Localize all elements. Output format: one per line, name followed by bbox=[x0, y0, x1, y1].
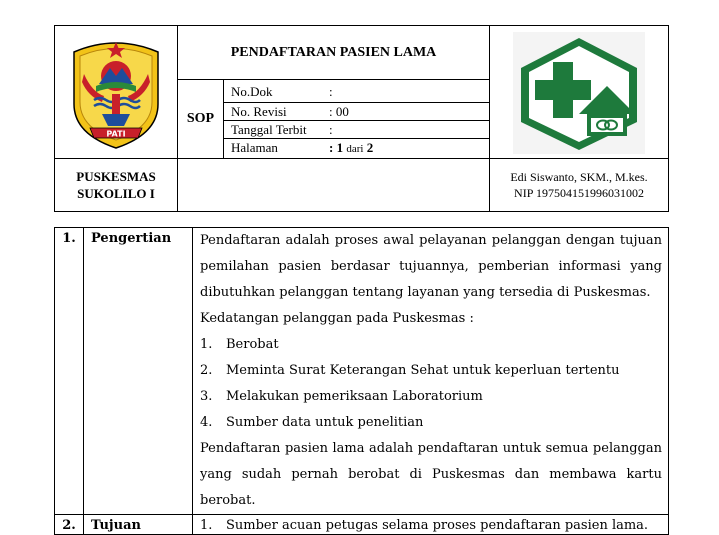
old-patient-paragraph: Pendaftaran pasien lama adalah pendaftaran untuk semua pelanggan yang sudah pernah berobat di Puskesmas dan membawa kartu berobat. bbox=[200, 441, 662, 508]
section-row-pengertian bbox=[55, 228, 669, 515]
meta-value-prefix: : bbox=[329, 140, 337, 155]
list-text: Berobat bbox=[226, 337, 279, 352]
visit-intro: Kedatangan pelanggan pada Puskesmas : bbox=[200, 311, 474, 326]
meta-value: : bbox=[329, 83, 333, 99]
meta-label: No.Dok bbox=[231, 83, 273, 99]
list-number: 4. bbox=[200, 415, 213, 430]
page-number: 1 bbox=[336, 140, 344, 155]
page-of-word: dari bbox=[346, 143, 364, 155]
crest-banner-text: PATI bbox=[106, 129, 126, 139]
sop-content-table bbox=[54, 227, 669, 535]
meta-label: Tanggal Terbit bbox=[231, 122, 307, 137]
section-key: Pengertian bbox=[84, 228, 193, 515]
meta-row-no-revisi bbox=[224, 103, 490, 121]
list-text: Sumber acuan petugas selama proses pendaftaran pasien lama. bbox=[226, 518, 649, 533]
puskesmas-logo-cell bbox=[490, 26, 669, 159]
list-number: 3. bbox=[200, 389, 213, 404]
org-name-line2: SUKOLILO I bbox=[77, 186, 155, 201]
signatory-nip: NIP 197504151996031002 bbox=[514, 186, 644, 200]
meta-row-halaman bbox=[224, 139, 490, 159]
sop-label: SOP bbox=[178, 80, 224, 159]
org-name-line1: PUSKESMAS bbox=[76, 169, 156, 184]
signatory-block bbox=[490, 159, 669, 212]
list-text: Sumber data untuk penelitian bbox=[226, 415, 424, 430]
definition-paragraph: Pendaftaran adalah proses awal pelayanan pelanggan dengan tujuan pemilahan pasien berdasar tujuannya, pemberian informasi yang dibutuhkan pelanggan tentang layanan yang tersedia di Puskesmas. bbox=[200, 233, 662, 300]
meta-label: Halaman bbox=[231, 140, 278, 155]
section-body bbox=[193, 228, 669, 515]
sop-header-table bbox=[54, 25, 669, 212]
meta-value: : bbox=[329, 122, 333, 137]
blank-signature-area bbox=[178, 159, 490, 212]
list-text: Meminta Surat Keterangan Sehat untuk keperluan tertentu bbox=[226, 363, 620, 378]
meta-value: : 00 bbox=[329, 104, 349, 119]
section-row-tujuan bbox=[55, 515, 669, 535]
list-item bbox=[200, 358, 662, 384]
regency-logo-cell bbox=[55, 26, 178, 159]
meta-label: No. Revisi bbox=[231, 104, 287, 119]
list-item bbox=[200, 332, 662, 358]
section-body bbox=[193, 515, 669, 535]
section-key: Tujuan bbox=[84, 515, 193, 535]
list-item bbox=[200, 410, 662, 436]
puskesmas-logo-icon bbox=[513, 32, 645, 154]
section-number: 1. bbox=[55, 228, 84, 515]
list-text: Melakukan pemeriksaan Laboratorium bbox=[226, 389, 483, 404]
meta-row-tanggal-terbit bbox=[224, 121, 490, 139]
page-total: 2 bbox=[366, 140, 374, 155]
meta-row-no-dok bbox=[224, 80, 490, 103]
list-number: 2. bbox=[200, 363, 213, 378]
document-title: PENDAFTARAN PASIEN LAMA bbox=[178, 26, 490, 80]
org-name bbox=[55, 159, 178, 212]
list-number: 1. bbox=[200, 337, 213, 352]
list-item bbox=[200, 384, 662, 410]
regency-crest-icon bbox=[66, 34, 166, 150]
section-number: 2. bbox=[55, 515, 84, 535]
list-number: 1. bbox=[200, 518, 213, 533]
signatory-name: Edi Siswanto, SKM., M.kes. bbox=[510, 170, 648, 184]
list-item bbox=[200, 518, 662, 534]
